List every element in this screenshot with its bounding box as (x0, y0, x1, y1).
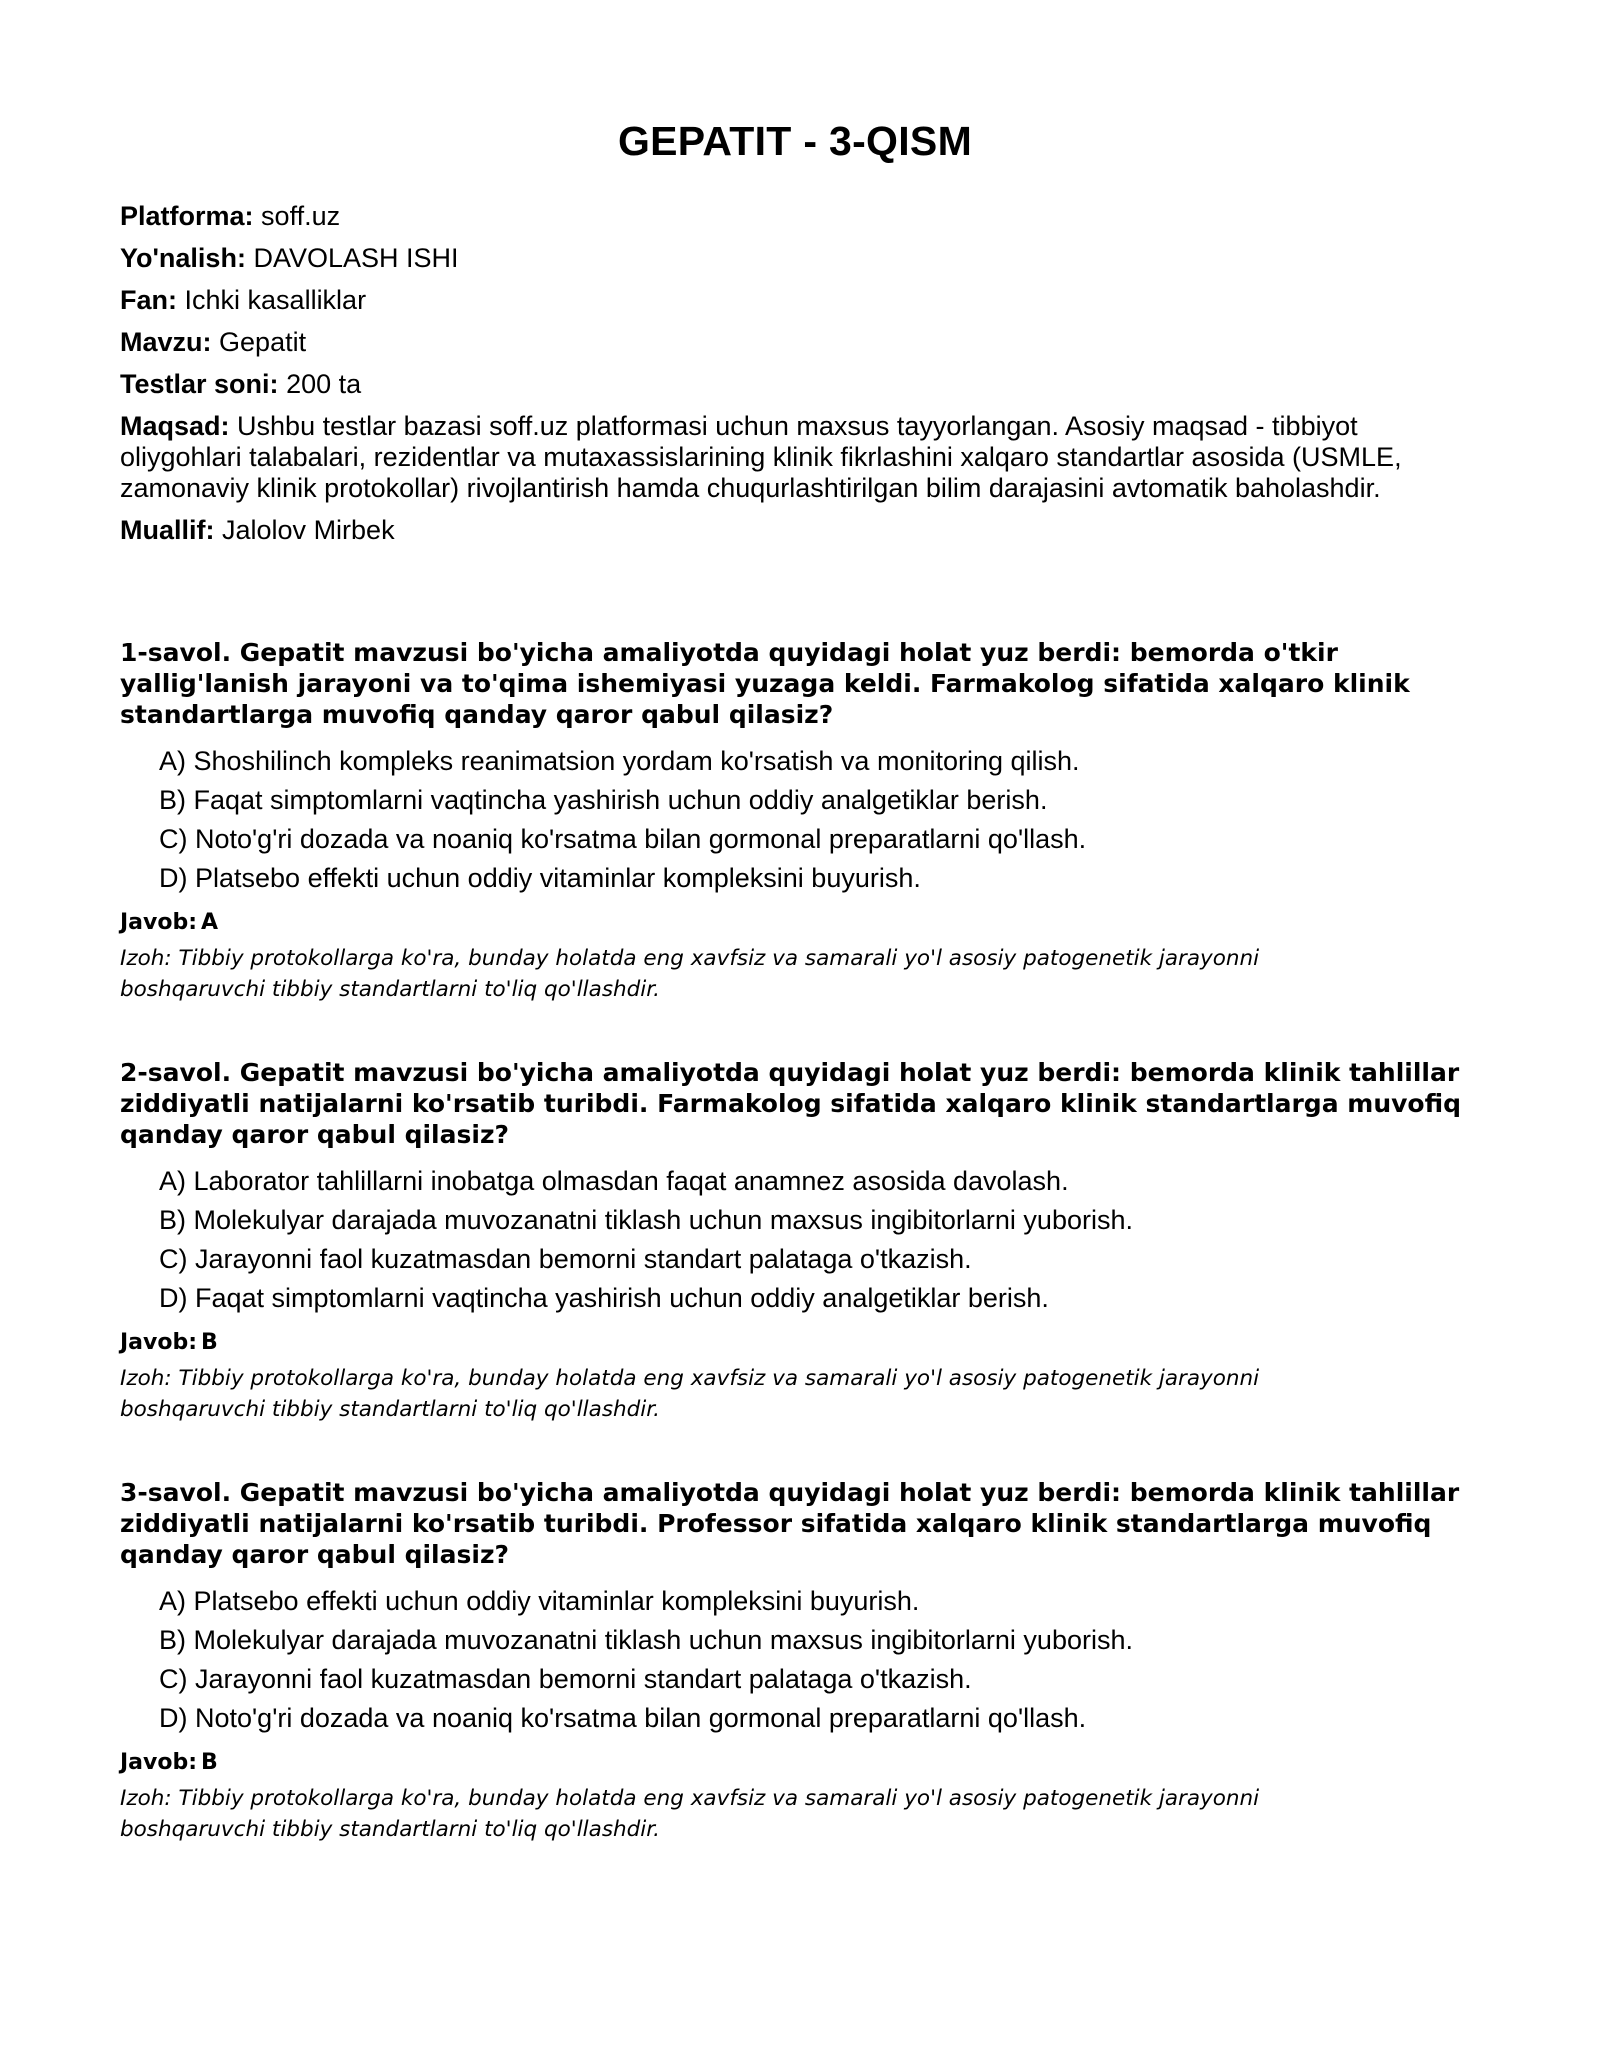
answer-label: Javob: (120, 1330, 198, 1355)
meta-value: DAVOLASH ISHI (253, 243, 459, 273)
meta-platform (120, 201, 1500, 232)
meta-value: 200 ta (286, 369, 362, 399)
option-c: C) Noto'g'ri dozada va noaniq ko'rsatma bilan gormonal preparatlarni qo'llash. (159, 824, 1087, 854)
option-a: A) Laborator tahlillarni inobatga olmasdan faqat anamnez asosida davolash. (159, 1166, 1069, 1196)
answer-options (120, 1162, 1500, 1318)
meta-key: Maqsad: (120, 411, 230, 441)
meta-key: Mavzu: (120, 327, 212, 357)
answer-line (120, 1748, 1500, 1778)
meta-test-count (120, 369, 1500, 400)
meta-goal (120, 411, 1460, 504)
answer-line (120, 908, 1500, 938)
answer-value: A (201, 910, 219, 935)
option-a: A) Shoshilinch kompleks reanimatsion yordam ko'rsatish va monitoring qilish. (159, 746, 1080, 776)
question-text: 3-savol. Gepatit mavzusi bo'yicha amaliyotda quyidagi holat yuz berdi: bemorda klinik tahlillar ziddiyatli natijalarni ko'rsatib turibdi. Professor sifatida xalqaro klinik standartlarga muvofiq qanday qaror qabul qilasiz? (120, 1478, 1460, 1569)
answer-value: B (201, 1750, 218, 1775)
meta-key: Fan: (120, 285, 177, 315)
option-c: C) Jarayonni faol kuzatmasdan bemorni standart palataga o'tkazish. (159, 1664, 972, 1694)
question-3 (120, 1477, 1500, 1845)
meta-value: Ushbu testlar bazasi soff.uz platformasi uchun maxsus tayyorlangan. Asosiy maqsad - tibbiyot oliygohlari talabalari, rezidentlar va mutaxassislarining klinik fikrlashini xalqaro standartlar asosida (USMLE, zamonaviy klinik protokollar) rivojlantirish hamda chuqurlashtirilgan bilim darajasini avtomatik baholashdir. (120, 411, 1402, 503)
document-meta (120, 201, 1500, 546)
option-d: D) Platsebo effekti uchun oddiy vitaminlar kompleksini buyurish. (159, 863, 921, 893)
meta-author (120, 515, 1500, 546)
option-b: B) Molekulyar darajada muvozanatni tiklash uchun maxsus ingibitorlarni yuborish. (159, 1625, 1133, 1655)
answer-line (120, 1328, 1500, 1358)
meta-topic (120, 327, 1500, 358)
meta-subject (120, 285, 1500, 316)
section-spacer (120, 557, 1500, 637)
meta-key: Yo'nalish: (120, 243, 246, 273)
question-text: 2-savol. Gepatit mavzusi bo'yicha amaliyotda quyidagi holat yuz berdi: bemorda klinik tahlillar ziddiyatli natijalarni ko'rsatib turibdi. Farmakolog sifatida xalqaro klinik standartlarga muvofiq qanday qaror qabul qilasiz? (120, 1058, 1462, 1149)
answer-options (120, 742, 1500, 898)
answer-options (120, 1582, 1500, 1738)
option-c: C) Jarayonni faol kuzatmasdan bemorni standart palataga o'tkazish. (159, 1244, 972, 1274)
answer-value: B (201, 1330, 218, 1355)
document-page (120, 118, 1500, 1897)
meta-key: Platforma: (120, 201, 254, 231)
question-text: 1-savol. Gepatit mavzusi bo'yicha amaliyotda quyidagi holat yuz berdi: bemorda o'tkir yallig'lanish jarayoni va to'qima ishemiyasi yuzaga keldi. Farmakolog sifatida xalqaro klinik standartlarga muvofiq qanday qaror qabul qilasiz? (120, 638, 1410, 729)
option-d: D) Noto'g'ri dozada va noaniq ko'rsatma bilan gormonal preparatlarni qo'llash. (159, 1703, 1087, 1733)
question-1 (120, 637, 1500, 1005)
meta-value: soff.uz (261, 201, 341, 231)
meta-key: Testlar soni: (120, 369, 279, 399)
answer-label: Javob: (120, 910, 198, 935)
answer-label: Javob: (120, 1750, 198, 1775)
document-title: GEPATIT - 3-QISM (617, 118, 973, 164)
meta-key: Muallif: (120, 515, 215, 545)
explanation-note: Izoh: Tibbiy protokollarga ko'ra, bunday holatda eng xavfsiz va samarali yo'l asosiy patogenetik jarayonni boshqaruvchi tibbiy standartlarni to'liq qo'llashdir. (120, 1786, 1260, 1842)
question-2 (120, 1057, 1500, 1425)
option-b: B) Faqat simptomlarni vaqtincha yashirish uchun oddiy analgetiklar berish. (159, 785, 1048, 815)
meta-direction (120, 243, 1500, 274)
explanation-note: Izoh: Tibbiy protokollarga ko'ra, bunday holatda eng xavfsiz va samarali yo'l asosiy patogenetik jarayonni boshqaruvchi tibbiy standartlarni to'liq qo'llashdir. (120, 1366, 1260, 1422)
explanation-note: Izoh: Tibbiy protokollarga ko'ra, bunday holatda eng xavfsiz va samarali yo'l asosiy patogenetik jarayonni boshqaruvchi tibbiy standartlarni to'liq qo'llashdir. (120, 946, 1260, 1002)
option-b: B) Molekulyar darajada muvozanatni tiklash uchun maxsus ingibitorlarni yuborish. (159, 1205, 1133, 1235)
meta-value: Gepatit (219, 327, 307, 357)
option-d: D) Faqat simptomlarni vaqtincha yashirish uchun oddiy analgetiklar berish. (159, 1283, 1049, 1313)
meta-value: Jalolov Mirbek (222, 515, 395, 545)
meta-value: Ichki kasalliklar (184, 285, 367, 315)
option-a: A) Platsebo effekti uchun oddiy vitaminlar kompleksini buyurish. (159, 1586, 920, 1616)
